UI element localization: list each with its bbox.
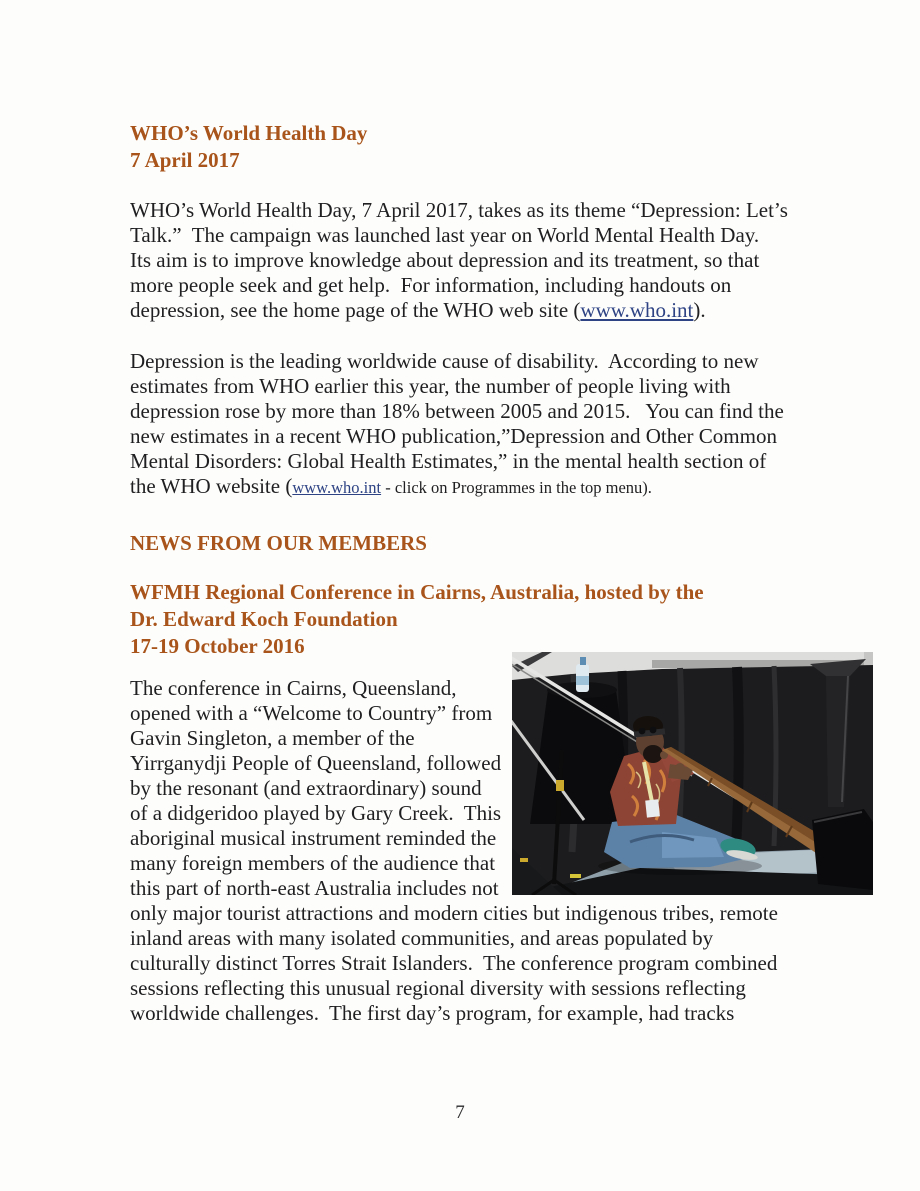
page-number: 7 <box>455 1102 465 1123</box>
who-day-paragraph-1 <box>130 198 793 323</box>
paragraph-text: ). <box>693 298 706 322</box>
who-day-heading <box>130 120 790 174</box>
conference-heading-line1: WFMH Regional Conference in Cairns, Australia, hosted by the <box>130 580 704 604</box>
conference-photo-graphic <box>512 652 873 895</box>
conference-heading-line3: 17-19 October 2016 <box>130 634 305 658</box>
who-day-heading-line1: WHO’s World Health Day <box>130 121 368 145</box>
conference-section-body <box>130 676 790 1026</box>
conference-heading-line2: Dr. Edward Koch Foundation <box>130 607 398 631</box>
paragraph-text: WHO’s World Health Day, 7 April 2017, takes as its theme “Depression: Let’s Talk.” The campaign was launched last year on World Mental Health Day. Its aim is to improve knowledge about depression and its treatment, so that more people seek and get help. For information, including handouts on depression, see the home page of the WHO web site ( <box>130 198 793 322</box>
who-website-link-small[interactable]: www.who.int <box>292 478 382 497</box>
conference-heading <box>130 579 790 660</box>
news-from-members-heading-text: NEWS FROM OUR MEMBERS <box>130 531 427 555</box>
conference-photo <box>512 652 873 895</box>
who-website-link[interactable]: www.who.int <box>580 298 694 322</box>
paragraph-text-small: - click on Programmes in the top menu). <box>381 478 652 497</box>
news-from-members-heading <box>130 530 790 557</box>
page-footer <box>0 1102 920 1124</box>
page-content <box>130 120 793 1026</box>
conference-paragraph: The conference in Cairns, Queensland, opened with a “Welcome to Country” from Gavin Singleton, a member of the Yirrganydji People of Queensland, followed by the resonant (and extraordinary) sound of a didgeridoo played by Gary Creek. This aboriginal musical instrument reminded the many foreign members of the audience that this part of north-east Australia includes not only major tourist attractions and modern cities but indigenous tribes, remote inland areas with many isolated communities, and areas populated by culturally distinct Torres Strait Islanders. The conference program combined sessions reflecting this unusual regional diversity with sessions reflecting worldwide challenges. The first day’s program, for example, had tracks <box>130 676 784 1025</box>
who-day-paragraph-2 <box>130 349 790 500</box>
who-day-heading-line2: 7 April 2017 <box>130 148 240 172</box>
paragraph-text: Depression is the leading worldwide cause of disability. According to new estimates from WHO earlier this year, the number of people living with depression rose by more than 18% between 2005 and 2015. You can find the new estimates in a recent WHO publication,”Depression and Other Common Mental Disorders: Global Health Estimates,” in the mental health section of the WHO website ( <box>130 349 790 498</box>
